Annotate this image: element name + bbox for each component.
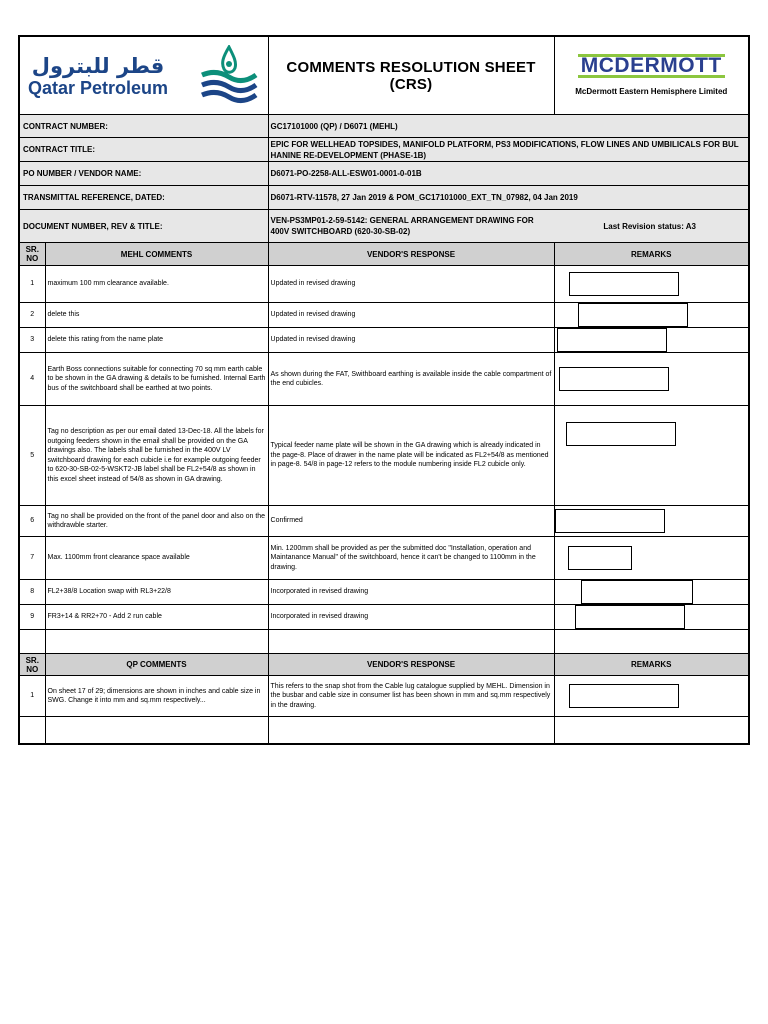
remarks-box: [569, 272, 679, 296]
remarks-header: REMARKS: [554, 243, 749, 266]
comment-cell: Tag no description as per our email dated 13-Dec-18. All the labels for outgoing feeders shown in the email shall be provided on the GA drawings also. The labels shall be furnished in the 400V LV switchboard drawing for each cubicle i.e for example outgoing feeder to 620-30-SB-02-5-WSKT2-JB label shall be FL2+54/8 as shown in this excel sheet instead of 54/8 as shown in GA drawing.: [45, 406, 268, 506]
header-row: [19, 36, 749, 115]
comment-cell: delete this rating from the name plate: [45, 328, 268, 353]
sr-no-header: SR. NO: [19, 243, 45, 266]
sr-number: 7: [19, 537, 45, 580]
remarks-cell: [554, 537, 749, 580]
contract-number-label: CONTRACT NUMBER:: [19, 115, 268, 138]
comment-cell: On sheet 17 of 29; dimensions are shown in inches and cable size in SWG. Change it into mm and sq.mm respectively...: [45, 676, 268, 717]
contract-title-row: [19, 138, 749, 162]
comment-cell: Earth Boss connections suitable for connecting 70 sq mm earth cable to be shown in the GA drawing & details to be furnished. Internal Earth bus of the switchboard shall be earthed at two points.: [45, 353, 268, 406]
document-label: DOCUMENT NUMBER, REV & TITLE:: [19, 210, 268, 243]
remarks-cell: [554, 328, 749, 353]
response-cell: Incorporated in revised drawing: [268, 605, 554, 630]
remarks-cell: [554, 605, 749, 630]
transmittal-label: TRANSMITTAL REFERENCE, DATED:: [19, 186, 268, 210]
contract-number-value: GC17101000 (QP) / D6071 (MEHL): [268, 115, 749, 138]
revision-status: Last Revision status: A3: [603, 221, 697, 231]
remarks-box: [578, 303, 688, 327]
remarks-cell: [554, 266, 749, 303]
empty-row: [19, 717, 749, 744]
empty-row: [19, 630, 749, 654]
comment-cell: maximum 100 mm clearance available.: [45, 266, 268, 303]
document-value: VEN-PS3MP01-2-59-5142: GENERAL ARRANGEMENT DRAWING FOR 400V SWITCHBOARD (620-30-SB-02): [270, 216, 534, 236]
qp-logo-arabic-text: قطر للبترول: [31, 53, 165, 78]
remarks-cell: [554, 580, 749, 605]
sr-number: 9: [19, 605, 45, 630]
mcdermott-logo: MCDERMOTT: [578, 54, 725, 78]
table-row: [19, 406, 749, 506]
table-row: [19, 303, 749, 328]
remarks-cell: [554, 353, 749, 406]
remarks-box: [581, 580, 693, 604]
response-cell: Confirmed: [268, 506, 554, 537]
comment-cell: Max. 1100mm front clearance space available: [45, 537, 268, 580]
remarks-cell: [554, 406, 749, 506]
qp-comments-header: QP COMMENTS: [45, 654, 268, 676]
response-cell: Typical feeder name plate will be shown in the GA drawing which is already indicated in the page-8. Place of drawer in the name plate will be indicated as FL2+54/8 as mentioned in page-8. 54/8 in page-12 refers to the module numbering inside FL2 cubicle only.: [268, 406, 554, 506]
qatar-petroleum-logo: [19, 36, 268, 115]
remarks-header: REMARKS: [554, 654, 749, 676]
response-cell: Incorporated in revised drawing: [268, 580, 554, 605]
comment-cell: FL2+38/8 Location swap with RL3+22/8: [45, 580, 268, 605]
po-number-label: PO NUMBER / VENDOR NAME:: [19, 162, 268, 186]
document-title: COMMENTS RESOLUTION SHEET (CRS): [268, 36, 554, 115]
sr-number: 5: [19, 406, 45, 506]
table-row: [19, 580, 749, 605]
response-cell: This refers to the snap shot from the Cable lug catalogue supplied by MEHL. Dimension in the busbar and cable size in consumer list has been shown in mm and sq.mm respectively in the drawing.: [268, 676, 554, 717]
remarks-box: [568, 546, 632, 570]
comment-cell: FR3+14 & RR2+70 - Add 2 run cable: [45, 605, 268, 630]
response-cell: Min. 1200mm shall be provided as per the submitted doc "Installation, operation and Maintanance Manual" of the switchboard, hence it can't be changed to 1100mm in the drawing.: [268, 537, 554, 580]
contract-title-label: CONTRACT TITLE:: [19, 138, 268, 162]
remarks-box: [575, 605, 685, 629]
table-row: [19, 328, 749, 353]
mehl-column-header-row: [19, 243, 749, 266]
response-cell: As shown during the FAT, Swithboard earthing is available inside the cable compartment of the end cubicles.: [268, 353, 554, 406]
transmittal-row: [19, 186, 749, 210]
mcdermott-logo-block: [554, 36, 749, 115]
remarks-box: [569, 684, 679, 708]
contract-number-row: [19, 115, 749, 138]
table-row: [19, 605, 749, 630]
response-cell: Updated in revised drawing: [268, 328, 554, 353]
remarks-cell: [554, 303, 749, 328]
response-cell: Updated in revised drawing: [268, 266, 554, 303]
crs-table: [18, 35, 750, 745]
sr-number: 1: [19, 676, 45, 717]
remarks-box: [566, 422, 676, 446]
transmittal-value: D6071-RTV-11578, 27 Jan 2019 & POM_GC17101000_EXT_TN_07982, 04 Jan 2019: [268, 186, 749, 210]
sr-number: 1: [19, 266, 45, 303]
response-cell: Updated in revised drawing: [268, 303, 554, 328]
po-number-value: D6071-PO-2258-ALL-ESW01-0001-0-01B: [268, 162, 749, 186]
remarks-box: [557, 328, 667, 352]
vendor-response-header: VENDOR'S RESPONSE: [268, 654, 554, 676]
remarks-box: [555, 509, 665, 533]
document-row: [19, 210, 749, 243]
table-row: [19, 676, 749, 717]
mehl-comments-header: MEHL COMMENTS: [45, 243, 268, 266]
comment-cell: Tag no shall be provided on the front of the panel door and also on the withdrawble starter.: [45, 506, 268, 537]
crs-sheet: [18, 35, 748, 745]
qp-logo-english-text: Qatar Petroleum: [28, 77, 169, 98]
table-row: [19, 537, 749, 580]
qp-column-header-row: [19, 654, 749, 676]
qp-emblem-icon: [198, 45, 260, 107]
table-row: [19, 506, 749, 537]
remarks-box: [559, 367, 669, 391]
comment-cell: delete this: [45, 303, 268, 328]
mcdermott-entity: McDermott Eastern Hemisphere Limited: [575, 87, 728, 96]
sr-number: 6: [19, 506, 45, 537]
sr-number: 2: [19, 303, 45, 328]
po-number-row: [19, 162, 749, 186]
remarks-cell: [554, 506, 749, 537]
table-row: [19, 266, 749, 303]
sr-number: 3: [19, 328, 45, 353]
sr-no-header: SR. NO: [19, 654, 45, 676]
sr-number: 8: [19, 580, 45, 605]
contract-title-value: EPIC FOR WELLHEAD TOPSIDES, MANIFOLD PLATFORM, PS3 MODIFICATIONS, FLOW LINES AND UMBILICALS FOR BUL HANINE RE-DEVELOPMENT (PHASE-1B): [268, 138, 749, 162]
sr-number: 4: [19, 353, 45, 406]
vendor-response-header: VENDOR'S RESPONSE: [268, 243, 554, 266]
remarks-cell: [554, 676, 749, 717]
table-row: [19, 353, 749, 406]
